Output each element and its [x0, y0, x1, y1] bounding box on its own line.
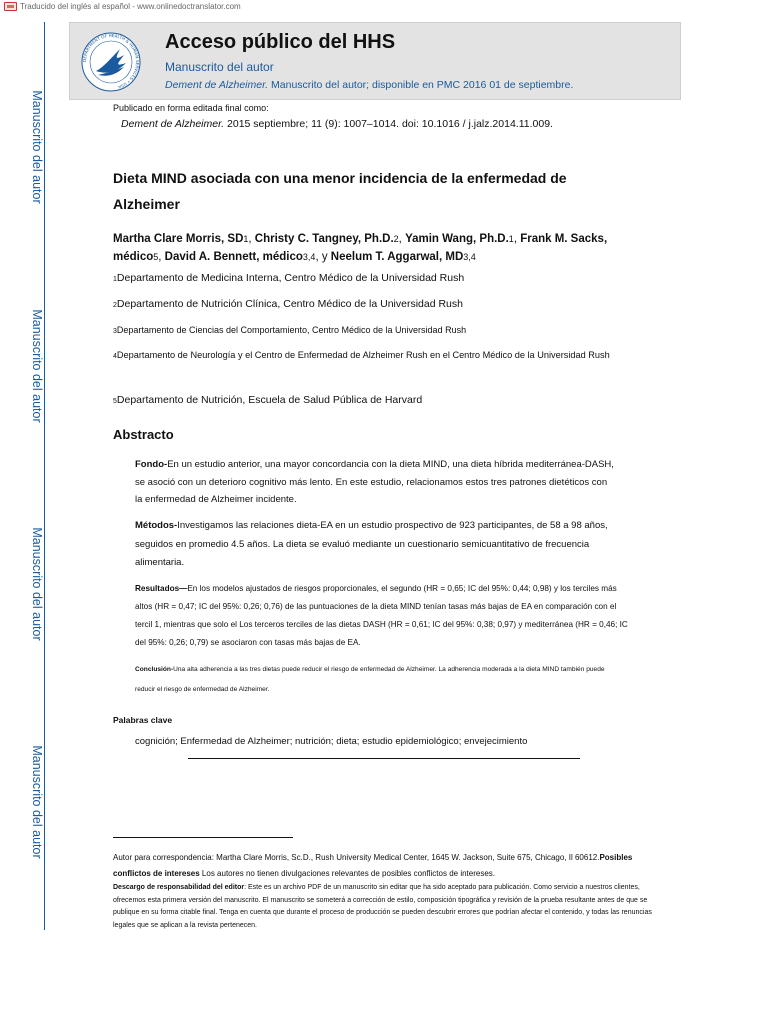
side-label-author-manuscript: Manuscrito del autor [30, 745, 44, 859]
affiliation: 1Departamento de Medicina Interna, Centro Médico de la Universidad Rush [113, 272, 465, 284]
footnote-disclaimer: Descargo de responsabilidad del editor: Este es un archivo PDF de un manuscrito sin editar que ha sido aceptado para publicación. Como servicio a nuestros clientes, ofrecemos esta primera versión del manuscrito. El manuscrito se someterá a corrección de estilo, composición tipográfica y revisión de la prueba resultante antes de que se publique en su forma citable final. Tenga en cuenta que durante el proceso de producción se pueden descubrir errores que podrían afectar el contenido, y todas las renuncias legales que se aplican a la revista pertenecen. [113, 884, 652, 929]
author-name: Frank M. Sacks, médico [113, 233, 608, 263]
section-divider [188, 758, 580, 759]
paper-title: Dieta MIND asociada con una menor incidencia de la enfermedad de Alzheimer [113, 170, 567, 212]
side-label-author-manuscript: Manuscrito del autor [30, 90, 44, 204]
footnote-correspondence: Autor para correspondencia: Martha Clare Morris, Sc.D., Rush University Medical Center, 1645 W. Jackson, Suite 675, Chicago, Il 60612.Posibles conflictos de intereses Los autores no tienen divulgaciones relevantes de posibles conflictos de intereses. [113, 853, 633, 878]
hhs-header [69, 22, 681, 100]
hhs-eagle-logo-icon [80, 31, 142, 93]
logo-text: DEPARTMENT OF HEALTH & HUMAN SERVICES • USA [81, 32, 141, 90]
abstract-heading: Abstracto [113, 427, 174, 442]
side-label-author-manuscript: Manuscrito del autor [30, 527, 44, 641]
keywords-heading: Palabras clave [113, 715, 173, 725]
author-name: Christy C. Tangney, Ph.D. [254, 233, 394, 245]
footnote-divider [113, 837, 293, 838]
translator-text: Traducido del inglés al español - www.onlinedoctranslator.com [20, 1, 241, 11]
author-name: Martha Clare Morris, SD [113, 233, 244, 245]
affiliation: 3Departamento de Ciencias del Comportamiento, Centro Médico de la Universidad Rush [113, 325, 467, 335]
keywords-text: cognición; Enfermedad de Alzheimer; nutrición; dieta; estudio epidemiológico; envejecimiento [135, 736, 528, 747]
published-citation: Dement de Alzheimer. 2015 septiembre; 11 (9): 1007–1014. doi: 10.1016 / j.jalz.2014.11.009. [121, 118, 553, 130]
abstract-conclusion: Conclusión-Una alta adherencia a las tres dietas puede reducir el riesgo de enfermedad de Alzheimer. La adherencia moderada a la dieta MIND también puede reducir el riesgo de enfermedad de Alzheimer. [135, 666, 605, 693]
affiliation: 2Departamento de Nutrición Clínica, Centro Médico de la Universidad Rush [113, 298, 463, 310]
hhs-subtitle: Manuscrito del autor [165, 60, 274, 74]
abstract-background: Fondo-En un estudio anterior, una mayor concordancia con la dieta MIND, una dieta híbrida mediterránea-DASH, se asoció con un deterioro cognitivo más lento. En este estudio, relacionamos estos tres patrones dietéticos con la enfermedad de Alzheimer incidente. [135, 459, 614, 505]
margin-rule [44, 22, 45, 930]
author-name: David A. Bennett, médico [164, 251, 303, 263]
affiliation: 4Departamento de Neurología y el Centro de Enfermedad de Alzheimer Rush en el Centro Médico de la Universidad Rush [113, 350, 610, 360]
author-list: Martha Clare Morris, SD1, Christy C. Tangney, Ph.D.2, Yamin Wang, Ph.D.1, Frank M. Sacks, médico5, David A. Bennett, médico3,4, y Neelum T. Aggarwal, MD3,4 [113, 233, 608, 263]
translator-banner[interactable] [0, 0, 241, 12]
translator-icon [4, 2, 17, 11]
hhs-title: Acceso público del HHS [165, 31, 396, 53]
author-name: Yamin Wang, Ph.D. [405, 233, 509, 245]
abstract-methods: Métodos-Investigamos las relaciones dieta-EA en un estudio prospectivo de 923 participantes, de 58 a 98 años, seguidos en promedio 4.5 años. La dieta se evaluó mediante un cuestionario semicuantitativo de frecuencia alimentaria. [135, 520, 608, 568]
side-label-author-manuscript: Manuscrito del autor [30, 309, 44, 423]
author-name: Neelum T. Aggarwal, MD [330, 251, 464, 263]
affiliation: 5Departamento de Nutrición, Escuela de Salud Pública de Harvard [113, 394, 423, 406]
hhs-citation: Dement de Alzheimer. Manuscrito del autor; disponible en PMC 2016 01 de septiembre. [165, 79, 574, 91]
abstract-results: Resultados—En los modelos ajustados de riesgos proporcionales, el segundo (HR = 0,65; IC del 95%: 0,44; 0,98) y los terciles más altos (HR = 0,47; IC del 95%: 0,26; 0,76) de las puntuaciones de la dieta MIND tenían tasas más bajas de EA en comparación con el tercil 1, mientras que solo el Los terceros terciles de las dietas DASH (HR = 0,61; IC del 95%: 0,38; 0,97) y mediterránea (HR = 0,46; IC del 95%: 0,26; 0,79) se asociaron con tasas más bajas de EA. [135, 584, 628, 647]
published-label: Publicado en forma editada final como: [113, 103, 269, 113]
